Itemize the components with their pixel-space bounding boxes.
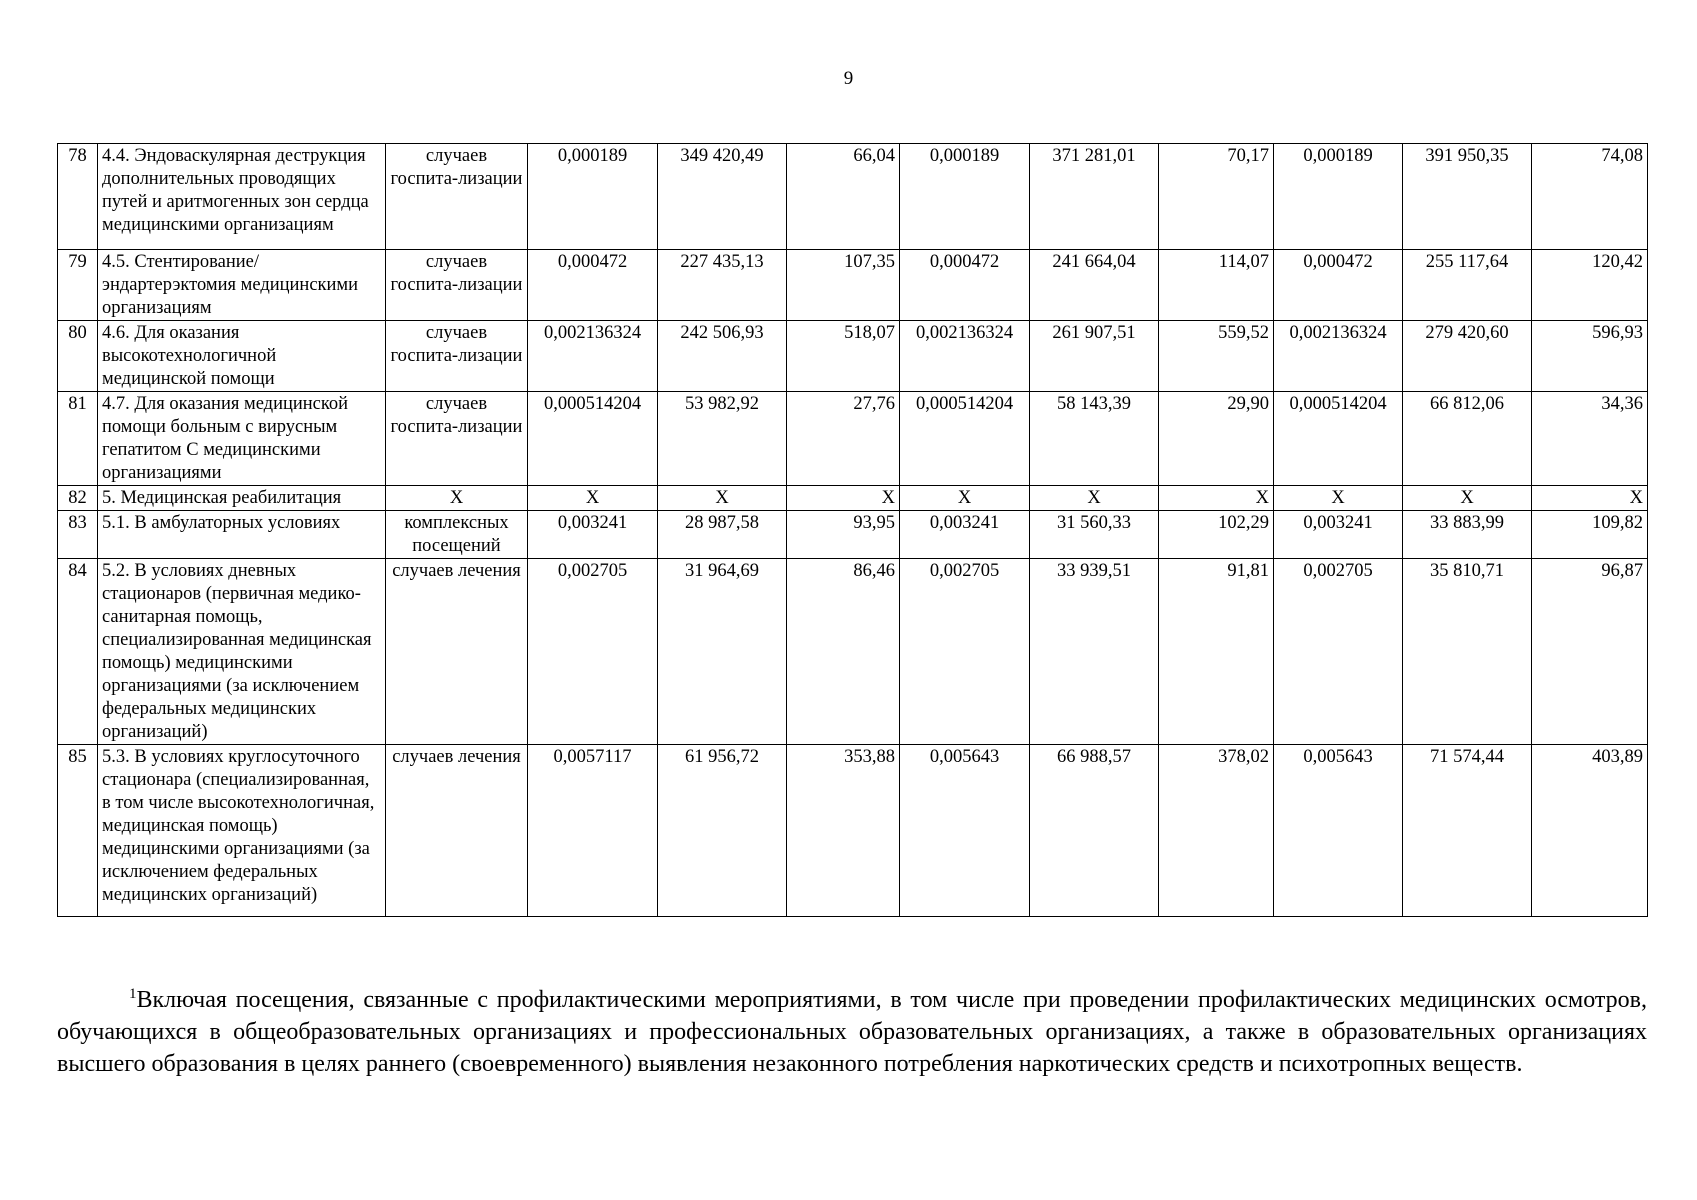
- norm-year-3-cell: 0,000472: [1274, 250, 1403, 321]
- table-row: [58, 745, 1648, 917]
- indicator-name-cell: 5. Медицинская реабилитация: [98, 486, 386, 511]
- cost-year-3-cell: 66 812,06: [1403, 392, 1532, 486]
- norm-year-3-cell: 0,002705: [1274, 559, 1403, 745]
- norm-year-1-cell: 0,000189: [528, 144, 658, 250]
- row-number-cell: 80: [58, 321, 98, 392]
- norm-year-1-cell: 0,003241: [528, 511, 658, 559]
- per-capita-year-1-cell: Х: [787, 486, 900, 511]
- norm-year-1-cell: 0,000472: [528, 250, 658, 321]
- indicator-name-cell: 5.2. В условиях дневных стационаров (первичная медико-санитарная помощь, специализированная медицинская помощь) медицинскими организациями (за исключением федеральных медицинских организаций): [98, 559, 386, 745]
- footnote-text: Включая посещения, связанные с профилактическими мероприятиями, в том числе при проведении профилактических медицинских осмотров, обучающихся в общеобразовательных организациях и профессиональных образовательных организациях, а также в образовательных организациях высшего образования в целях раннего (своевременного) выявления незаконного потребления наркотических средств и психотропных веществ.: [57, 987, 1647, 1077]
- indicator-name-cell: 4.7. Для оказания медицинской помощи больным с вирусным гепатитом С медицинскими организациями: [98, 392, 386, 486]
- cost-year-2-cell: 66 988,57: [1030, 745, 1159, 917]
- per-capita-year-2-cell: 114,07: [1159, 250, 1274, 321]
- row-number-cell: 81: [58, 392, 98, 486]
- unit-of-measure-cell: комплексных посещений: [386, 511, 528, 559]
- cost-year-3-cell: 255 117,64: [1403, 250, 1532, 321]
- norm-year-1-cell: 0,000514204: [528, 392, 658, 486]
- table-row: [58, 392, 1648, 486]
- per-capita-year-2-cell: 29,90: [1159, 392, 1274, 486]
- cost-year-3-cell: 391 950,35: [1403, 144, 1532, 250]
- cost-year-1-cell: 227 435,13: [658, 250, 787, 321]
- unit-of-measure-cell: случаев госпита-лизации: [386, 144, 528, 250]
- table-row: [58, 321, 1648, 392]
- per-capita-year-3-cell: 596,93: [1532, 321, 1648, 392]
- per-capita-year-2-cell: 102,29: [1159, 511, 1274, 559]
- cost-year-3-cell: Х: [1403, 486, 1532, 511]
- footnote: [57, 978, 1647, 1080]
- per-capita-year-1-cell: 107,35: [787, 250, 900, 321]
- table-row: [58, 250, 1648, 321]
- per-capita-year-1-cell: 93,95: [787, 511, 900, 559]
- per-capita-year-3-cell: 403,89: [1532, 745, 1648, 917]
- cost-year-2-cell: 371 281,01: [1030, 144, 1159, 250]
- cost-year-2-cell: 241 664,04: [1030, 250, 1159, 321]
- row-number-cell: 78: [58, 144, 98, 250]
- norm-year-2-cell: 0,005643: [900, 745, 1030, 917]
- cost-year-2-cell: Х: [1030, 486, 1159, 511]
- norm-year-2-cell: 0,000514204: [900, 392, 1030, 486]
- page-number: 9: [843, 68, 854, 89]
- cost-year-1-cell: 242 506,93: [658, 321, 787, 392]
- norm-year-1-cell: 0,002136324: [528, 321, 658, 392]
- norm-year-1-cell: 0,002705: [528, 559, 658, 745]
- per-capita-year-1-cell: 518,07: [787, 321, 900, 392]
- indicator-name-cell: 5.3. В условиях круглосуточного стационара (специализированная, в том числе высокотехнологичная, медицинская помощь) медицинскими организациями (за исключением федеральных медицинских организаций): [98, 745, 386, 917]
- unit-of-measure-cell: случаев госпита-лизации: [386, 392, 528, 486]
- cost-year-3-cell: 71 574,44: [1403, 745, 1532, 917]
- table-body: [58, 144, 1648, 917]
- norm-year-2-cell: Х: [900, 486, 1030, 511]
- unit-of-measure-cell: случаев госпита-лизации: [386, 250, 528, 321]
- cost-year-2-cell: 58 143,39: [1030, 392, 1159, 486]
- footnote-marker: 1: [129, 986, 137, 1002]
- indicator-name-cell: 4.5. Стентирование/ эндартерэктомия медицинскими организациям: [98, 250, 386, 321]
- unit-of-measure-cell: случаев лечения: [386, 745, 528, 917]
- norm-year-2-cell: 0,002136324: [900, 321, 1030, 392]
- cost-year-2-cell: 33 939,51: [1030, 559, 1159, 745]
- data-table: [57, 143, 1648, 917]
- unit-of-measure-cell: случаев госпита-лизации: [386, 321, 528, 392]
- cost-year-2-cell: 31 560,33: [1030, 511, 1159, 559]
- norm-year-1-cell: Х: [528, 486, 658, 511]
- norm-year-3-cell: 0,000514204: [1274, 392, 1403, 486]
- per-capita-year-2-cell: 559,52: [1159, 321, 1274, 392]
- norm-year-3-cell: Х: [1274, 486, 1403, 511]
- indicator-name-cell: 4.6. Для оказания высокотехнологичной медицинской помощи: [98, 321, 386, 392]
- per-capita-year-1-cell: 66,04: [787, 144, 900, 250]
- per-capita-year-3-cell: 109,82: [1532, 511, 1648, 559]
- cost-year-2-cell: 261 907,51: [1030, 321, 1159, 392]
- norm-year-3-cell: 0,005643: [1274, 745, 1403, 917]
- norm-year-2-cell: 0,000189: [900, 144, 1030, 250]
- per-capita-year-3-cell: 96,87: [1532, 559, 1648, 745]
- cost-year-1-cell: 61 956,72: [658, 745, 787, 917]
- per-capita-year-2-cell: 91,81: [1159, 559, 1274, 745]
- table-row: [58, 486, 1648, 511]
- indicator-name-cell: 4.4. Эндоваскулярная деструкция дополнительных проводящих путей и аритмогенных зон сердца медицинскими организациям: [98, 144, 386, 250]
- per-capita-year-3-cell: 74,08: [1532, 144, 1648, 250]
- per-capita-year-3-cell: 120,42: [1532, 250, 1648, 321]
- norm-year-3-cell: 0,002136324: [1274, 321, 1403, 392]
- norm-year-1-cell: 0,0057117: [528, 745, 658, 917]
- cost-year-1-cell: Х: [658, 486, 787, 511]
- per-capita-year-2-cell: 70,17: [1159, 144, 1274, 250]
- unit-of-measure-cell: Х: [386, 486, 528, 511]
- cost-year-1-cell: 28 987,58: [658, 511, 787, 559]
- row-number-cell: 82: [58, 486, 98, 511]
- indicator-name-cell: 5.1. В амбулаторных условиях: [98, 511, 386, 559]
- per-capita-year-2-cell: 378,02: [1159, 745, 1274, 917]
- table-row: [58, 559, 1648, 745]
- cost-year-3-cell: 279 420,60: [1403, 321, 1532, 392]
- per-capita-year-1-cell: 86,46: [787, 559, 900, 745]
- per-capita-year-3-cell: 34,36: [1532, 392, 1648, 486]
- table-row: [58, 144, 1648, 250]
- table-row: [58, 511, 1648, 559]
- cost-year-1-cell: 53 982,92: [658, 392, 787, 486]
- row-number-cell: 84: [58, 559, 98, 745]
- norm-year-2-cell: 0,002705: [900, 559, 1030, 745]
- per-capita-year-1-cell: 27,76: [787, 392, 900, 486]
- unit-of-measure-cell: случаев лечения: [386, 559, 528, 745]
- norm-year-2-cell: 0,000472: [900, 250, 1030, 321]
- cost-year-3-cell: 35 810,71: [1403, 559, 1532, 745]
- cost-year-1-cell: 31 964,69: [658, 559, 787, 745]
- per-capita-year-3-cell: Х: [1532, 486, 1648, 511]
- cost-year-1-cell: 349 420,49: [658, 144, 787, 250]
- norm-year-3-cell: 0,003241: [1274, 511, 1403, 559]
- row-number-cell: 85: [58, 745, 98, 917]
- per-capita-year-1-cell: 353,88: [787, 745, 900, 917]
- norm-year-3-cell: 0,000189: [1274, 144, 1403, 250]
- norm-year-2-cell: 0,003241: [900, 511, 1030, 559]
- row-number-cell: 79: [58, 250, 98, 321]
- row-number-cell: 83: [58, 511, 98, 559]
- cost-year-3-cell: 33 883,99: [1403, 511, 1532, 559]
- per-capita-year-2-cell: Х: [1159, 486, 1274, 511]
